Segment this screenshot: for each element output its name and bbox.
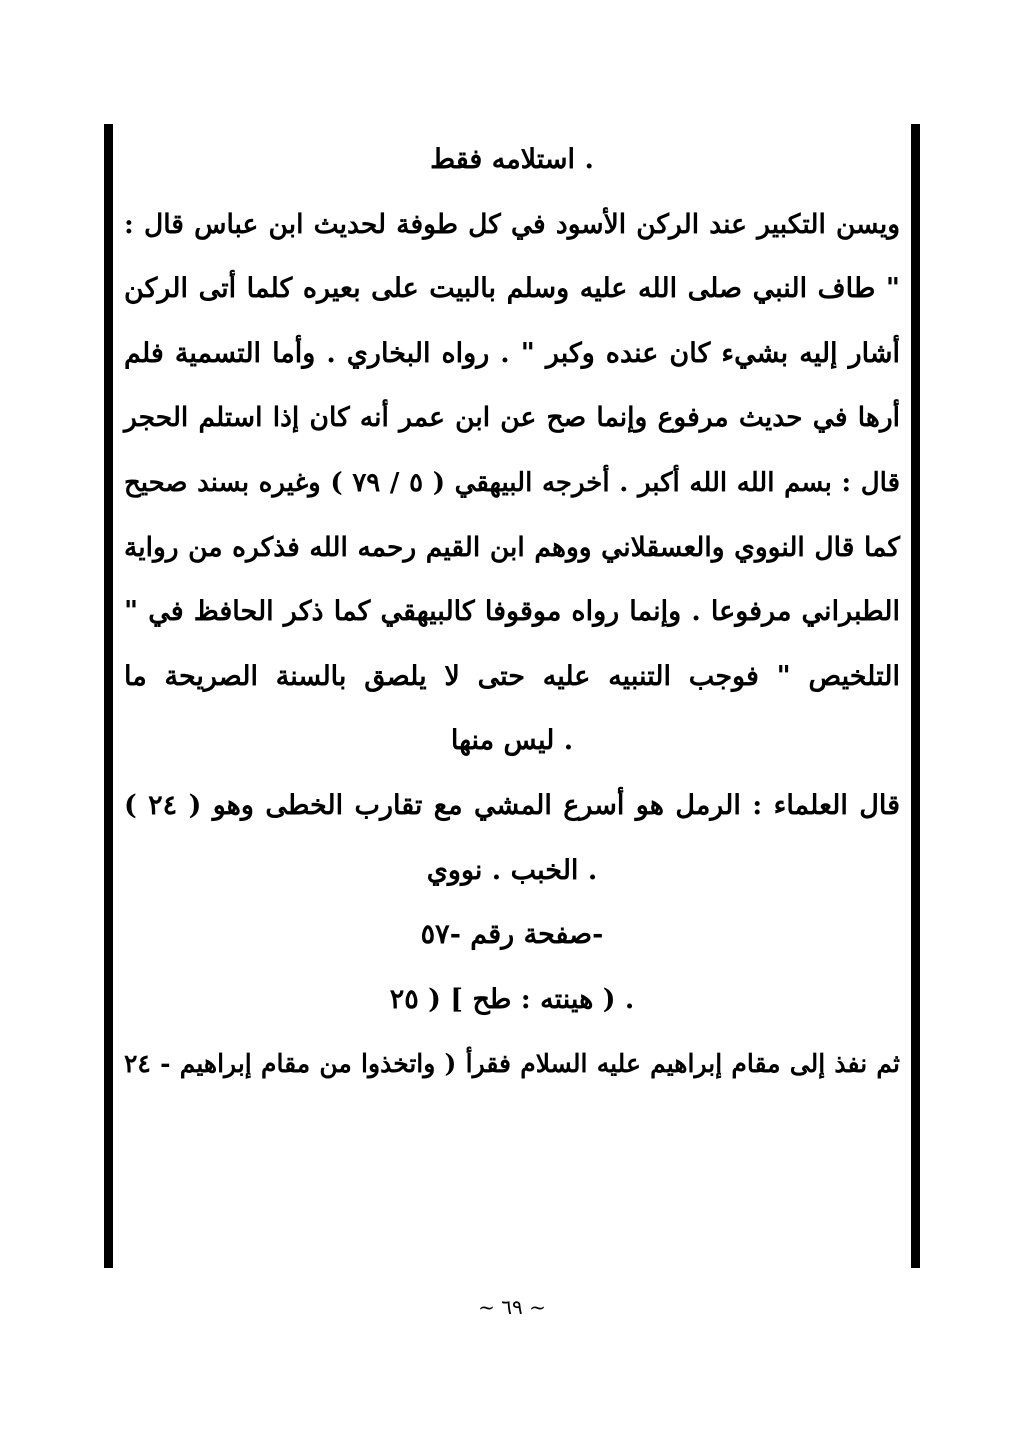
text-line: التلخيص " فوجب التنبيه عليه حتى لا يلصق بالسنة الصريحة ما	[124, 660, 900, 692]
text-line: ويسن التكبير عند الركن الأسود في كل طوفة لحديث ابن عباس قال :	[124, 208, 900, 240]
text-line: . ( هينته : طح ] ( ٢٥	[389, 983, 635, 1015]
page-reference: -صفحة رقم -٥٧	[420, 919, 604, 951]
page-number: ~ ٦٩ ~	[478, 1295, 546, 1319]
right-border-bar	[911, 124, 920, 1268]
text-line: أرها في حديث مرفوع وإنما صح عن ابن عمر أنه كان إذا استلم الحجر	[124, 402, 900, 434]
text-line: ثم نفذ إلى مقام إبراهيم عليه السلام فقرأ ( واتخذوا من مقام إبراهيم - ٢٤	[124, 1049, 900, 1079]
text-line: قال : بسم الله الله أكبر . أخرجه البيهقي ( ٥ / ٧٩ ) وغيره بسند صحيح	[124, 467, 900, 498]
body-text	[124, 128, 900, 1097]
left-border-bar	[104, 124, 113, 1268]
text-line: " طاف النبي صلى الله عليه وسلم بالبيت على بعيره كلما أتى الركن	[124, 273, 900, 305]
text-line: . استلامه فقط	[430, 144, 594, 175]
text-line: قال العلماء : الرمل هو أسرع المشي مع تقارب الخطى وهو ( ٢٤ )	[124, 789, 900, 821]
text-line: كما قال النووي والعسقلاني ووهم ابن القيم رحمه الله فذكره من رواية	[124, 531, 900, 563]
text-line: . ليس منها	[450, 725, 574, 757]
text-line: أشار إليه بشيء كان عنده وكبر " . رواه البخاري . وأما التسمية فلم	[124, 337, 900, 369]
text-line: الطبراني مرفوعا . وإنما رواه موقوفا كالبيهقي كما ذكر الحافظ في "	[124, 596, 900, 628]
text-line: . الخبب . نووي	[426, 854, 598, 886]
